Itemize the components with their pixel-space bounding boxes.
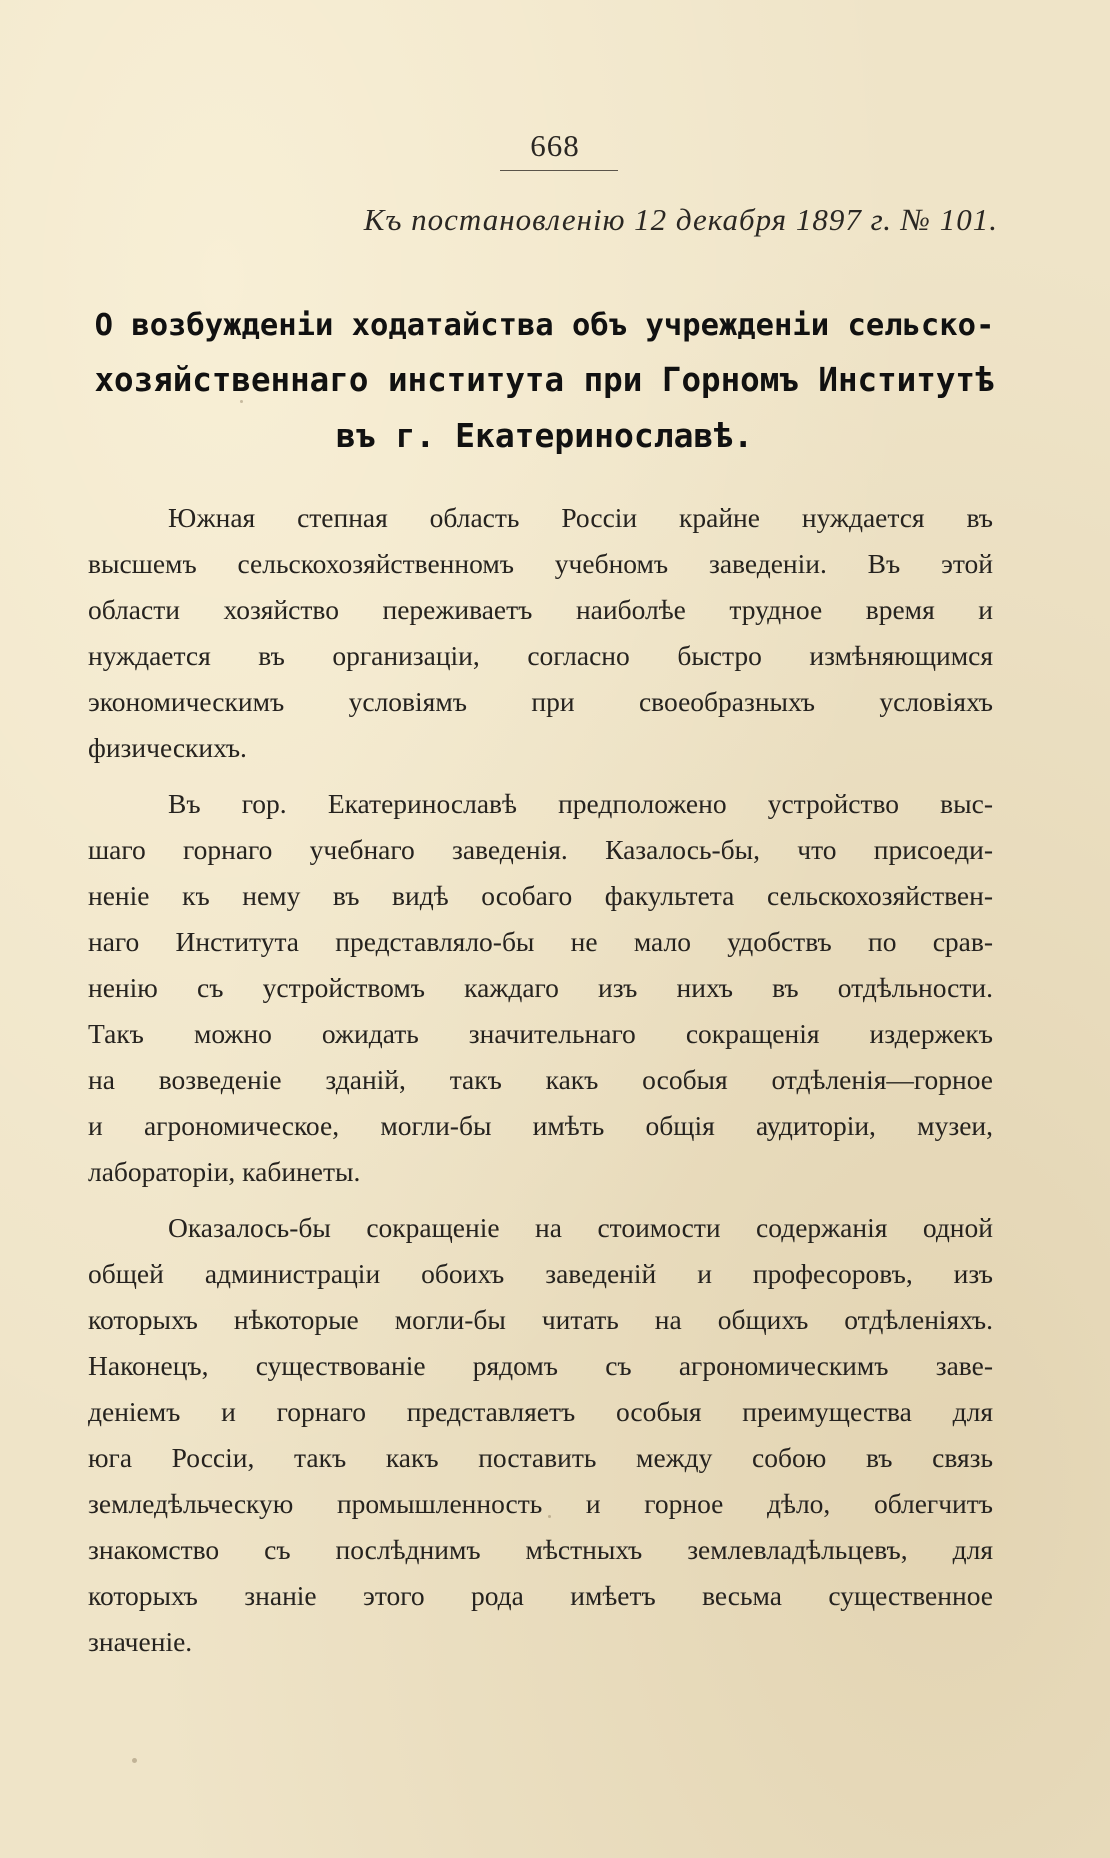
text-line: и агрономическое, могли-бы имѣть общія аудиторіи, музеи, bbox=[88, 1110, 993, 1141]
document-title bbox=[92, 298, 997, 463]
text-line: ненію съ устройствомъ каждаго изъ нихъ въ отдѣльности. bbox=[88, 972, 993, 1003]
text-line: деніемъ и горнаго представляетъ особыя преимущества для bbox=[88, 1396, 993, 1427]
text-line: нуждается въ организаціи, согласно быстро измѣняющимся bbox=[88, 640, 993, 671]
page-number-rule bbox=[500, 170, 618, 171]
paper-speck bbox=[548, 1515, 551, 1518]
resolution-reference: Къ постановленію 12 декабря 1897 г. № 101. bbox=[363, 202, 998, 237]
paper-speck bbox=[240, 400, 243, 403]
title-line: хозяйственнаго института при Горномъ Институтѣ bbox=[94, 361, 995, 399]
title-line: О возбужденіи ходатайства объ учрежденіи сельско- bbox=[94, 308, 995, 343]
text-line: Оказалось-бы сокращеніе на стоимости содержанія одной bbox=[168, 1212, 993, 1243]
text-line: Въ гор. Екатеринославѣ предположено устройство выс- bbox=[168, 788, 993, 819]
text-line: неніе къ нему въ видѣ особаго факультета сельскохозяйствен- bbox=[88, 880, 993, 911]
text-line: знакомство съ послѣднимъ мѣстныхъ землевладѣльцевъ, для bbox=[88, 1534, 993, 1565]
text-line: значеніе. bbox=[88, 1626, 193, 1657]
text-line: Такъ можно ожидать значительнаго сокращенія издержекъ bbox=[88, 1018, 993, 1049]
paper-speck bbox=[132, 1758, 137, 1763]
text-line: физическихъ. bbox=[88, 732, 247, 763]
text-line: юга Россіи, такъ какъ поставить между собою въ связь bbox=[88, 1442, 993, 1473]
document-body bbox=[88, 495, 993, 1675]
text-line: земледѣльческую промышленность и горное дѣло, облегчитъ bbox=[88, 1488, 993, 1519]
page-number: 668 bbox=[530, 128, 580, 163]
text-line: общей администраціи обоихъ заведеній и професоровъ, изъ bbox=[88, 1258, 993, 1289]
paragraph-2 bbox=[88, 781, 993, 1195]
text-line: высшемъ сельскохозяйственномъ учебномъ заведеніи. Въ этой bbox=[88, 548, 993, 579]
text-line: экономическимъ условіямъ при своеобразныхъ условіяхъ bbox=[88, 686, 993, 717]
text-line: наго Института представляло-бы не мало удобствъ по срав- bbox=[88, 926, 993, 957]
text-line: лабораторіи, кабинеты. bbox=[88, 1156, 361, 1187]
text-line: которыхъ нѣкоторые могли-бы читать на общихъ отдѣленіяхъ. bbox=[88, 1304, 993, 1335]
text-line: которыхъ знаніе этого рода имѣетъ весьма существенное bbox=[88, 1580, 993, 1611]
text-line: на возведеніе зданій, такъ какъ особыя отдѣленія—горное bbox=[88, 1064, 993, 1095]
text-line: области хозяйство переживаетъ наиболѣе трудное время и bbox=[88, 594, 993, 625]
paragraph-1 bbox=[88, 495, 993, 771]
text-line: Наконецъ, существованіе рядомъ съ агрономическимъ заве- bbox=[88, 1350, 993, 1381]
text-line: Южная степная область Россіи крайне нуждается въ bbox=[168, 502, 993, 533]
title-line: въ г. Екатеринославѣ. bbox=[335, 416, 754, 455]
paragraph-3 bbox=[88, 1205, 993, 1665]
text-line: шаго горнаго учебнаго заведенія. Казалось-бы, что присоеди- bbox=[88, 834, 993, 865]
